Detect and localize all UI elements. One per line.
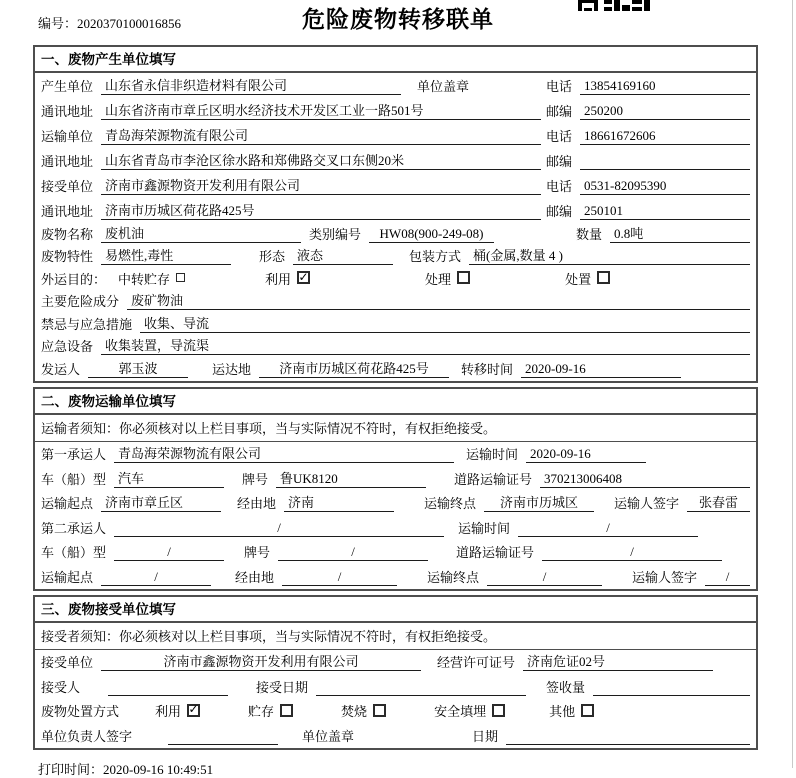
receiver-phone-value: 0531-82095390 xyxy=(580,178,750,195)
section-producer-title: 一、废物产生单位填写 xyxy=(35,47,756,73)
producer-phone-label: 电话 xyxy=(545,79,572,94)
vehicle-type2-label: 车（船）型 xyxy=(41,545,107,560)
row-transport-unit xyxy=(35,123,756,148)
disposal-option-landfill xyxy=(434,701,505,720)
quantity-label: 数量 xyxy=(575,226,602,242)
disposal-incineration-checkbox xyxy=(373,704,386,717)
section-receiver-title: 三、废物接受单位填写 xyxy=(35,597,756,623)
transport-address-value: 山东省青岛市李沧区徐水路和郑佛路交叉口东侧20米 xyxy=(101,150,541,170)
page-title: 危险废物转移联单 xyxy=(302,7,494,32)
row-acceptor xyxy=(35,674,756,699)
row-hazard-component xyxy=(35,291,756,314)
disposal-other-checkbox xyxy=(581,704,594,717)
disposal-other-label: 其他 xyxy=(549,704,576,719)
receiver-unit-value: 济南市鑫源物资开发利用有限公司 xyxy=(101,175,541,195)
plate1-value: 鲁UK8120 xyxy=(276,468,426,488)
qr-code-fragment xyxy=(578,0,656,11)
transfer-time-value: 2020-09-16 xyxy=(521,361,681,378)
row-manager-signature xyxy=(35,723,756,748)
disposal-method-label: 废物处置方式 xyxy=(41,704,120,719)
transfer-purpose-label: 外运目的： xyxy=(41,271,107,287)
row-consignor xyxy=(35,358,756,381)
transporter-notice: 运输者须知：你必须核对以上栏目事项，当与实际情况不符时，有权拒绝接受。 xyxy=(35,415,756,442)
row-disposal-method xyxy=(35,699,756,724)
accept-date-label: 接受日期 xyxy=(256,679,309,695)
purpose-disposal-label: 处置 xyxy=(565,271,592,287)
via2-label: 经由地 xyxy=(235,569,275,585)
accept-unit-label: 接受单位 xyxy=(41,655,94,670)
row-waste-character xyxy=(35,246,756,269)
waste-character-label: 废物特性 xyxy=(41,249,94,264)
purpose-reuse-checkbox: ✓ xyxy=(298,269,309,284)
end2-value: / xyxy=(487,569,602,586)
vehicle-type1-value: 汽车 xyxy=(114,468,224,488)
transport-time1-value: 2020-09-16 xyxy=(526,446,646,463)
row-waste-name xyxy=(35,223,756,246)
emergency-equipment-label: 应急设备 xyxy=(41,339,94,354)
document-header xyxy=(0,0,796,45)
row-receiver-address xyxy=(35,198,756,223)
receiver-notice: 接受者须知：你必须核对以上栏目事项，当与实际情况不符时，有权拒绝接受。 xyxy=(35,623,756,650)
end1-value: 济南市历城区 xyxy=(484,492,594,512)
disposal-landfill-label: 安全填埋 xyxy=(434,704,487,719)
vehicle-type1-label: 车（船）型 xyxy=(41,471,107,487)
disposal-option-other xyxy=(549,701,594,720)
second-carrier-label: 第二承运人 xyxy=(41,520,107,536)
date-label: 日期 xyxy=(472,728,499,744)
row-producer-unit xyxy=(35,73,756,98)
date-value xyxy=(506,744,750,745)
plate1-label: 牌号 xyxy=(242,471,269,487)
disposal-reuse-label: 利用 xyxy=(155,704,182,719)
via2-value: / xyxy=(282,569,397,586)
receiver-address-value: 济南市历城区荷花路425号 xyxy=(101,200,541,220)
disposal-storage-label: 贮存 xyxy=(248,704,275,719)
received-amount-label: 签收量 xyxy=(546,679,586,695)
purpose-option-reuse xyxy=(265,269,310,288)
receiver-phone-label: 电话 xyxy=(545,179,572,194)
quantity-value: 0.8吨 xyxy=(610,223,750,243)
purpose-option-disposal xyxy=(565,269,610,288)
acceptor-label: 接受人 xyxy=(41,679,81,695)
transport-zip-value xyxy=(580,169,750,170)
via1-label: 经由地 xyxy=(237,496,277,511)
producer-unit-label: 产生单位 xyxy=(41,79,94,94)
road-license1-label: 道路运输证号 xyxy=(454,471,533,487)
origin2-label: 运输起点 xyxy=(41,569,94,585)
hazard-component-value: 废矿物油 xyxy=(127,290,750,310)
row-vehicle1 xyxy=(35,466,756,491)
purpose-option-treatment xyxy=(425,269,470,288)
received-amount-value xyxy=(593,695,750,696)
transport-phone-label: 电话 xyxy=(545,129,572,144)
waste-name-label: 废物名称 xyxy=(41,226,94,242)
serial-label: 编号： xyxy=(38,16,78,31)
transport-unit-label: 运输单位 xyxy=(41,129,94,144)
category-code-value: HW08(900-249-08) xyxy=(369,226,494,243)
disposal-option-storage xyxy=(248,701,293,720)
emergency-measures-value: 收集、导流 xyxy=(140,313,750,333)
print-time xyxy=(38,759,796,778)
packing-value: 桶(金属,数量 4 ) xyxy=(469,245,750,265)
purpose-treatment-label: 处理 xyxy=(425,271,452,287)
transport-time2-label: 运输时间 xyxy=(458,520,511,536)
road-license2-value: / xyxy=(542,544,722,561)
category-code-label: 类别编号 xyxy=(309,226,362,242)
purpose-option-transit-storage xyxy=(118,269,185,288)
disposal-incineration-label: 焚烧 xyxy=(341,704,368,719)
origin1-label: 运输起点 xyxy=(41,496,94,511)
hazard-component-label: 主要危险成分 xyxy=(41,294,120,309)
purpose-transit-storage-label: 中转贮存 xyxy=(118,271,171,287)
purpose-disposal-checkbox xyxy=(597,271,610,284)
destination-label: 运达地 xyxy=(212,361,252,377)
purpose-treatment-checkbox xyxy=(457,271,470,284)
origin2-value: / xyxy=(101,569,211,586)
end2-label: 运输终点 xyxy=(427,569,480,585)
plate2-value: / xyxy=(278,544,428,561)
row-vehicle2 xyxy=(35,540,756,565)
first-carrier-label: 第一承运人 xyxy=(41,447,107,462)
carrier-sign2-label: 运输人签字 xyxy=(632,569,698,585)
row-accept-unit xyxy=(35,650,756,675)
producer-phone-value: 13854169160 xyxy=(580,78,750,95)
disposal-reuse-checkbox: ✓ xyxy=(188,702,199,716)
transfer-time-label: 转移时间 xyxy=(461,361,514,377)
serial-value: 2020370100016856 xyxy=(77,16,182,31)
print-time-value: 2020-09-16 10:49:51 xyxy=(103,761,214,777)
consignor-label: 发运人 xyxy=(41,361,81,377)
carrier-sign1-label: 运输人签字 xyxy=(614,496,680,511)
receiver-seal-label: 单位盖章 xyxy=(302,728,355,744)
disposal-storage-checkbox xyxy=(280,704,293,717)
producer-unit-value: 山东省永信非织造材料有限公司 xyxy=(101,75,401,95)
waste-form-label: 形态 xyxy=(259,249,286,264)
purpose-reuse-label: 利用 xyxy=(265,271,292,287)
waste-form-value: 液态 xyxy=(293,245,393,265)
road-license2-label: 道路运输证号 xyxy=(456,545,535,560)
transport-phone-value: 18661672606 xyxy=(580,128,750,145)
unit-seal-label: 单位盖章 xyxy=(417,79,470,94)
row-emergency-measures xyxy=(35,313,756,336)
carrier-sign2-value: / xyxy=(705,569,750,586)
waste-character-value: 易燃性,毒性 xyxy=(101,245,231,265)
emergency-equipment-value: 收集装置，导流渠 xyxy=(101,335,750,355)
producer-address-label: 通讯地址 xyxy=(41,104,94,119)
page-edge-line xyxy=(792,0,793,768)
receiver-address-label: 通讯地址 xyxy=(41,204,94,219)
section-transporter-title: 二、废物运输单位填写 xyxy=(35,389,756,415)
end1-label: 运输终点 xyxy=(424,496,477,511)
section-producer xyxy=(33,45,758,383)
row-transport-address xyxy=(35,148,756,173)
transport-time2-value: / xyxy=(518,520,698,537)
section-transporter xyxy=(33,387,758,591)
producer-zip-value: 250200 xyxy=(580,103,750,120)
disposal-option-reuse xyxy=(155,701,200,720)
row-second-carrier xyxy=(35,515,756,540)
row-route1 xyxy=(35,491,756,516)
road-license1-value: 370213006408 xyxy=(540,471,750,488)
via1-value: 济南 xyxy=(284,492,394,512)
print-time-label: 打印时间： xyxy=(38,761,104,777)
first-carrier-value: 青岛海荣源物流有限公司 xyxy=(114,443,454,463)
transport-unit-value: 青岛海荣源物流有限公司 xyxy=(101,125,541,145)
accept-unit-value: 济南市鑫源物资开发利用有限公司 xyxy=(101,651,421,671)
row-route2 xyxy=(35,564,756,589)
producer-address-value: 山东省济南市章丘区明水经济技术开发区工业一路501号 xyxy=(101,100,541,120)
disposal-option-incineration xyxy=(341,701,386,720)
row-first-carrier xyxy=(35,442,756,467)
carrier-sign1-value: 张春雷 xyxy=(687,492,750,512)
emergency-measures-label: 禁忌与应急措施 xyxy=(41,316,133,332)
disposal-landfill-checkbox xyxy=(492,704,505,717)
receiver-zip-label: 邮编 xyxy=(545,204,572,219)
row-receiver-unit xyxy=(35,173,756,198)
transport-address-label: 通讯地址 xyxy=(41,154,94,169)
row-emergency-equipment xyxy=(35,336,756,359)
row-transfer-purpose xyxy=(35,268,756,291)
permit-value: 济南危证02号 xyxy=(523,651,713,671)
consignor-value: 郭玉波 xyxy=(88,358,188,378)
purpose-transit-storage-checkbox xyxy=(176,273,185,282)
receiver-zip-value: 250101 xyxy=(580,203,750,220)
destination-value: 济南市历城区荷花路425号 xyxy=(259,358,449,378)
acceptor-value xyxy=(108,695,228,696)
producer-zip-label: 邮编 xyxy=(545,104,572,119)
transport-zip-label: 邮编 xyxy=(545,154,572,169)
waste-name-value: 废机油 xyxy=(101,223,301,243)
plate2-label: 牌号 xyxy=(244,545,271,560)
origin1-value: 济南市章丘区 xyxy=(101,492,221,512)
section-receiver xyxy=(33,595,758,750)
receiver-unit-label: 接受单位 xyxy=(41,179,94,194)
row-producer-address xyxy=(35,98,756,123)
vehicle-type2-value: / xyxy=(114,544,224,561)
packing-label: 包装方式 xyxy=(409,249,462,264)
permit-label: 经营许可证号 xyxy=(437,655,516,670)
manager-sign-value xyxy=(168,744,278,745)
second-carrier-value: / xyxy=(114,520,444,537)
transport-time1-label: 运输时间 xyxy=(466,447,519,462)
accept-date-value xyxy=(316,695,526,696)
manager-sign-label: 单位负责人签字 xyxy=(41,728,133,744)
